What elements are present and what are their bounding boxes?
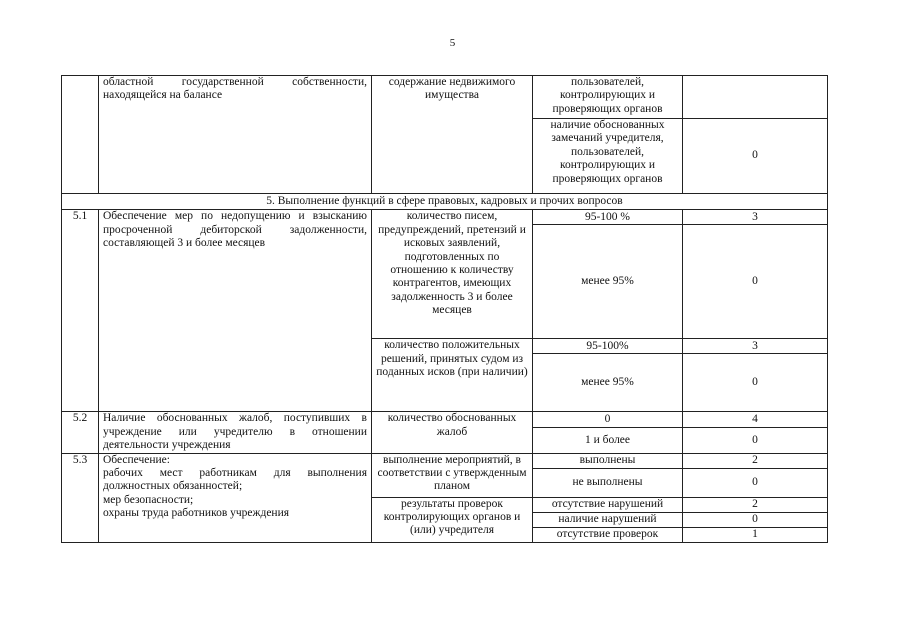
criterion-line: Обеспечение: (103, 453, 170, 466)
score-cell: 3 (683, 339, 828, 354)
value-cell: наличие обоснованных замечаний учредителя, пользователей, контролирующих и проверяющих органов (533, 119, 683, 194)
score-cell: 0 (683, 512, 828, 527)
section-header-row (62, 194, 828, 210)
criterion-line: мер безопасности; (103, 493, 194, 506)
score-cell: 0 (683, 119, 828, 194)
criteria-table (61, 75, 828, 543)
criterion-cell: областной государственной собственности, находящейся на балансе (99, 76, 372, 194)
score-cell: 2 (683, 497, 828, 512)
item-number: 5.2 (62, 412, 99, 453)
score-cell: 0 (683, 354, 828, 412)
score-cell: 0 (683, 468, 828, 497)
value-cell: наличие нарушений (533, 512, 683, 527)
criterion-line: рабочих мест работникам для выполнения должностных обязанностей; (103, 467, 367, 493)
criterion-cell (99, 453, 372, 542)
value-cell: 1 и более (533, 427, 683, 453)
indicator-cell: содержание недвижимого имущества (372, 76, 533, 194)
value-cell: не выполнены (533, 468, 683, 497)
score-cell: 3 (683, 210, 828, 225)
section-title: 5. Выполнение функций в сфере правовых, кадровых и прочих вопросов (62, 194, 828, 210)
table-row (62, 76, 828, 119)
table-row (62, 453, 828, 468)
score-cell: 2 (683, 453, 828, 468)
value-cell: выполнены (533, 453, 683, 468)
score-cell (683, 76, 828, 119)
value-cell: менее 95% (533, 354, 683, 412)
value-cell: 95-100% (533, 339, 683, 354)
criterion-cell: Наличие обоснованных жалоб, поступивших в учреждение или учредителю в отношении деятельности учреждения (99, 412, 372, 453)
indicator-cell: количество писем, предупреждений, претензий и исковых заявлений, подготовленных по отношению к количеству контрагентов, имеющих задолженность 3 и более месяцев (372, 210, 533, 339)
table-row (62, 210, 828, 225)
score-cell: 1 (683, 527, 828, 542)
score-cell: 0 (683, 427, 828, 453)
indicator-cell: количество обоснованных жалоб (372, 412, 533, 453)
indicator-cell: количество положительных решений, принятых судом из поданных исков (при наличии) (372, 339, 533, 412)
score-cell: 0 (683, 225, 828, 339)
page-number: 5 (449, 37, 456, 49)
score-cell: 4 (683, 412, 828, 427)
value-cell: 0 (533, 412, 683, 427)
value-cell: отсутствие проверок (533, 527, 683, 542)
value-cell: 95-100 % (533, 210, 683, 225)
criterion-cell: Обеспечение мер по недопущению и взысканию просроченной дебиторской задолженности, составляющей 3 и более месяцев (99, 210, 372, 412)
item-number: 5.1 (62, 210, 99, 412)
indicator-cell: выполнение мероприятий, в соответствии с утвержденным планом (372, 453, 533, 497)
item-number: 5.3 (62, 453, 99, 542)
num-cell (62, 76, 99, 194)
criterion-line: охраны труда работников учреждения (103, 507, 290, 520)
value-cell: отсутствие нарушений (533, 497, 683, 512)
value-cell: менее 95% (533, 225, 683, 339)
table-row (62, 412, 828, 427)
indicator-cell: результаты проверок контролирующих органов и (или) учредителя (372, 497, 533, 542)
value-cell: пользователей, контролирующих и проверяющих органов (533, 76, 683, 119)
